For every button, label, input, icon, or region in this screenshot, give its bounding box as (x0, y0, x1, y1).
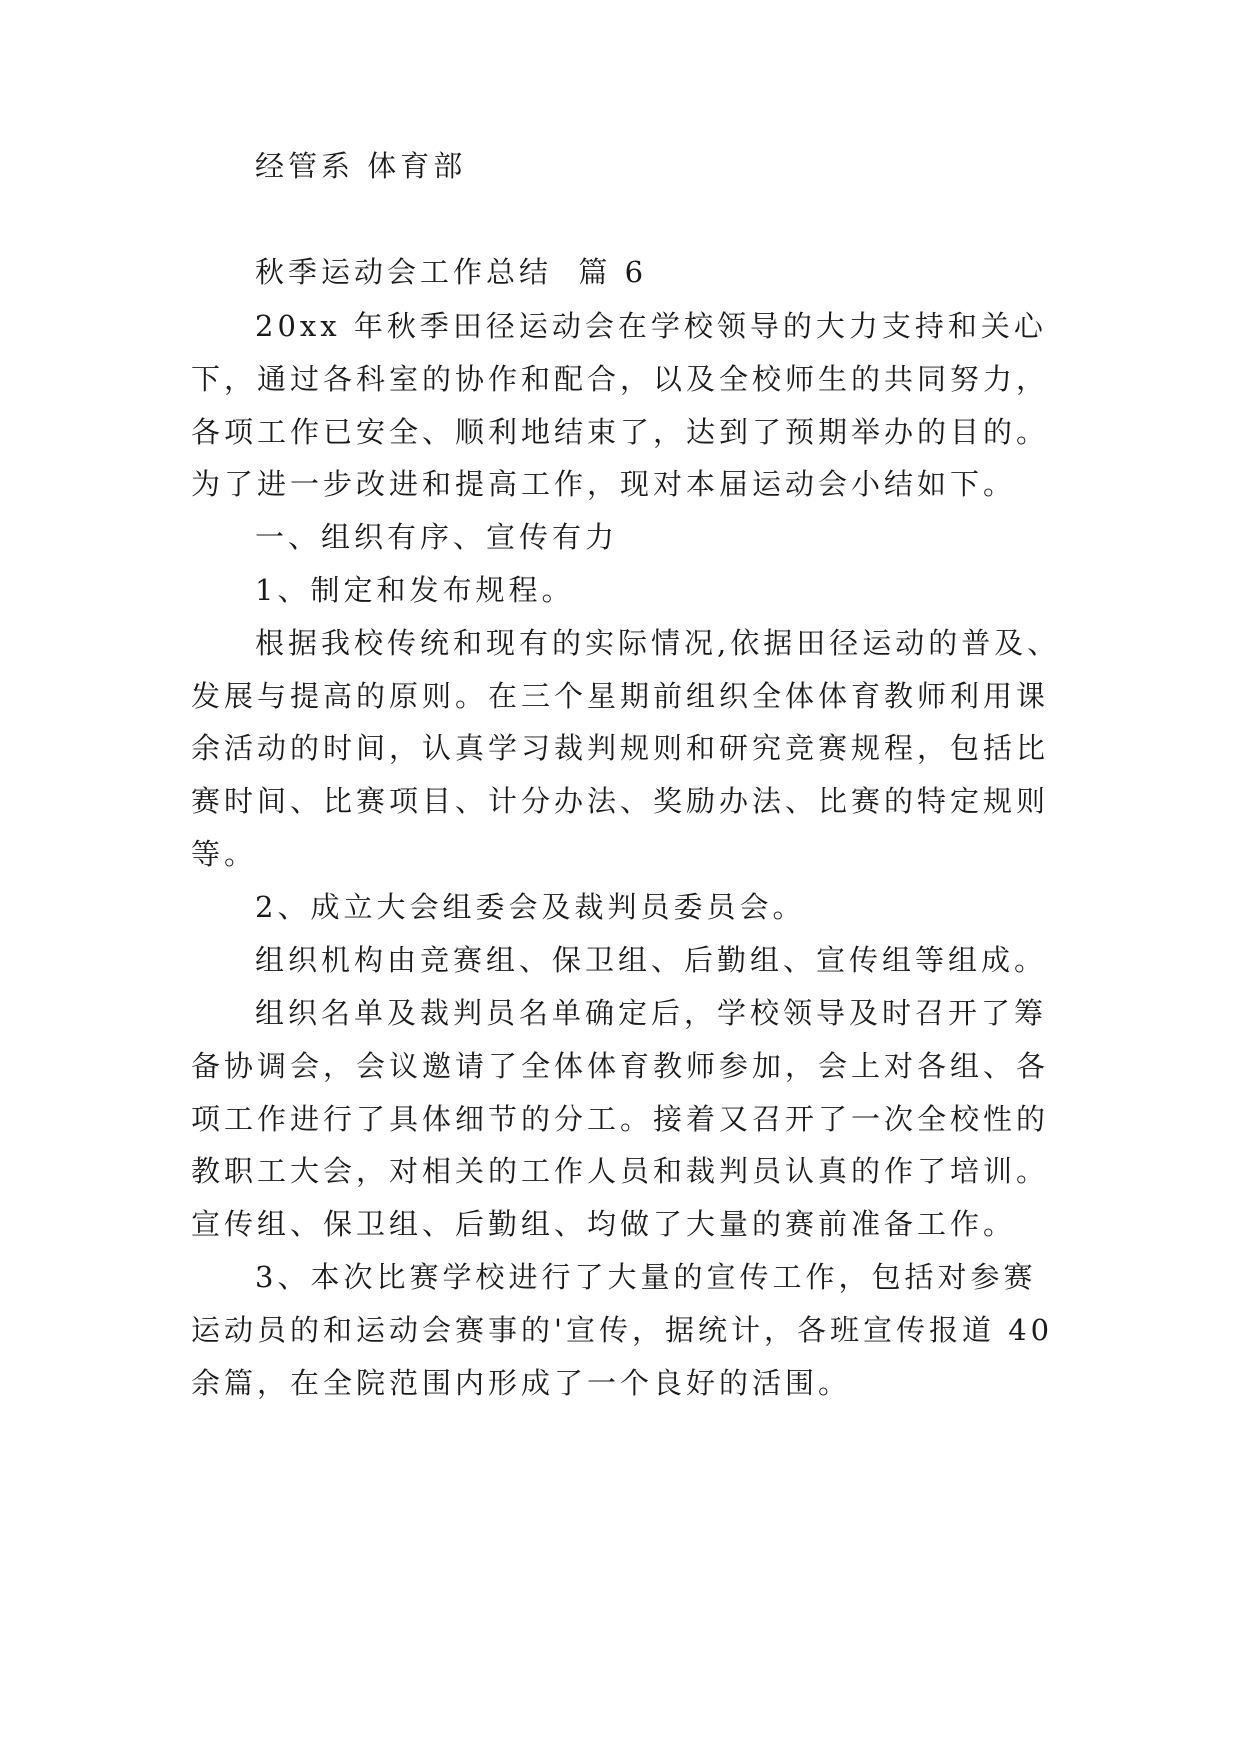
paragraph-line: 组织名单及裁判员名单确定后，学校领导及时召开了筹 (255, 996, 1048, 1030)
paragraph-line: 宣传组、保卫组、后勤组、均做了大量的赛前准备工作。 (191, 1207, 1017, 1241)
section-title: 秋季运动会工作总结 篇 6 (255, 255, 648, 289)
paragraph-line: 赛时间、比赛项目、计分办法、奖励办法、比赛的特定规则 (191, 784, 1050, 818)
paragraph-line: 根据我校传统和现有的实际情况,依据田径运动的普及、 (255, 626, 1061, 660)
paragraph-line: 教职工大会，对相关的工作人员和裁判员认真的作了培训。 (191, 1154, 1050, 1188)
paragraph-line: 下，通过各科室的协作和配合，以及全校师生的共同努力， (191, 362, 1050, 396)
paragraph-line: 备协调会，会议邀请了全体体育教师参加，会上对各组、各 (191, 1049, 1050, 1083)
list-item-heading: 2、成立大会组委会及裁判员委员会。 (255, 890, 806, 924)
paragraph-line: 余活动的时间，认真学习裁判规则和研究竞赛规程，包括比 (191, 731, 1050, 765)
sign-off: 经管系 体育部 (255, 149, 467, 183)
paragraph-line: 3、本次比赛学校进行了大量的宣传工作，包括对参赛 (255, 1260, 1037, 1294)
paragraph-line: 余篇，在全院范围内形成了一个良好的活围。 (191, 1366, 852, 1400)
paragraph-line: 组织机构由竞赛组、保卫组、后勤组、宣传组等组成。 (255, 943, 1048, 977)
paragraph-line: 等。 (191, 837, 258, 871)
paragraph-line: 为了进一步改进和提高工作，现对本届运动会小结如下。 (191, 467, 1017, 501)
section-heading: 一、组织有序、宣传有力 (255, 520, 619, 554)
paragraph-line: 运动员的和运动会赛事的'宣传，据统计，各班宣传报道 40 (191, 1313, 1054, 1347)
paragraph-line: 20xx 年秋季田径运动会在学校领导的大力支持和关心 (255, 309, 1047, 343)
paragraph-line: 项工作进行了具体细节的分工。接着又召开了一次全校性的 (191, 1102, 1050, 1136)
paragraph-line: 各项工作已安全、顺利地结束了，达到了预期举办的目的。 (191, 415, 1050, 449)
list-item-heading: 1、制定和发布规程。 (255, 573, 575, 607)
paragraph-line: 发展与提高的原则。在三个星期前组织全体体育教师利用课 (191, 679, 1050, 713)
